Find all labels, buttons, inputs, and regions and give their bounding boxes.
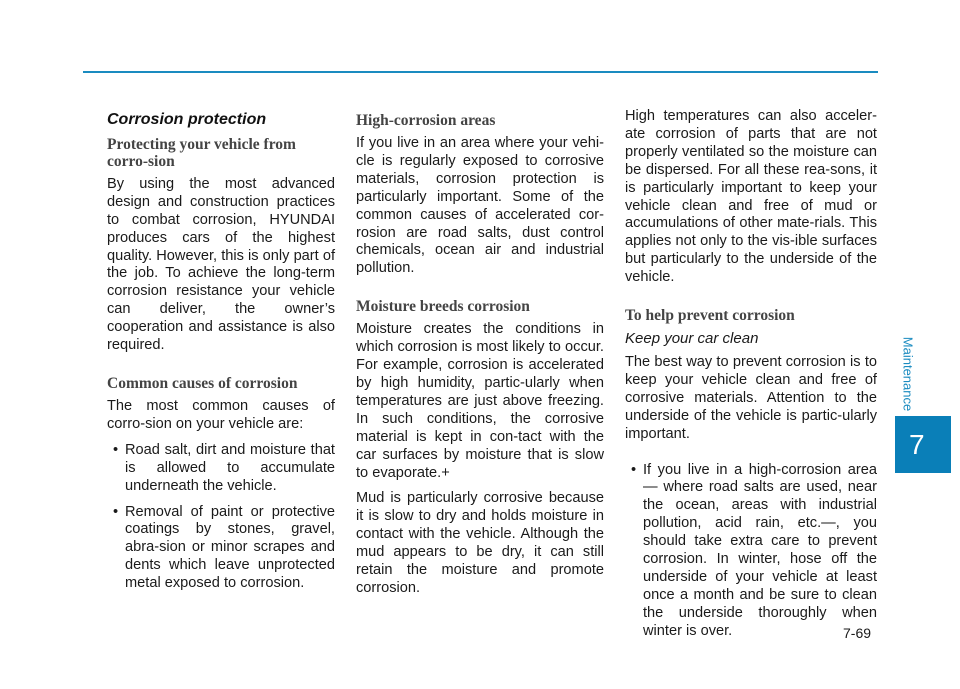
heading-help-prevent: To help prevent corrosion [625,307,795,325]
heading-moisture: Moisture breeds corrosion [356,298,530,316]
prevent-list [625,462,877,641]
list-item: • If you live in a high-corrosion area — where road salts are used, near the ocean, areas with industrial pollution, acid rain, etc.—, you should take extra care to prevent corrosion. In winter, hose off the underside of your vehicle at least once a month and be sure to clean the underside thoroughly when winter is over. [631,461,877,639]
causes-list [107,442,335,593]
paragraph-moisture-2: Mud is particularly corrosive because it is slow to dry and holds moisture in contact with the vehicle. Although the mud appears to be dry, it can still retain the moisture and promote corrosion. [356,490,604,596]
column-3 [625,108,877,649]
chapter-label [898,336,918,412]
list-item: • Removal of paint or protective coatings by stones, gravel, abra-sion or minor scrapes and dents which leave unprotected metal exposed to corrosion. [113,503,335,592]
subheading-keep-clean: Keep your car clean [625,330,759,348]
chapter-label-text: Maintenance [900,336,916,412]
chapter-tab: 7 [895,416,951,473]
list-item-text: Road salt, dirt and moisture that is allowed to accumulate underneath the vehicle. [125,441,335,494]
section-title: Corrosion protection [107,111,267,128]
page-number: 7-69 [843,625,872,641]
paragraph-keep-clean: The best way to prevent corrosion is to keep your vehicle clean and free of corrosive materials. Attention to the underside of the vehicle is partic-ularly important. [625,353,877,442]
column-1 [107,108,335,601]
paragraph-causes: The most common causes of corro-sion on your vehicle are: [107,397,335,432]
heading-protecting: Protecting your vehicle from corro-sion [107,135,296,170]
paragraph-high-corrosion: If you live in an area where your vehi-cle is regularly exposed to corrosive materials, corrosion protection is particularly important. Some of the common causes of accelerated cor-rosion are road salts, dust control chemicals, ocean air and industrial pollution. [356,135,604,277]
header-rule [83,71,878,73]
list-item-text: If you live in a high-corrosion area — where road salts are used, near the ocean, areas with industrial pollution, acid rain, etc.—, you should take extra care to prevent corrosion. In winter, hose off the underside of your vehicle at least once a month and be sure to clean the underside thoroughly when winter is over. [643,461,877,639]
paragraph-protecting: By using the most advanced design and construction practices to combat corrosion, HYUNDAI produces cars of the highest quality. However, this is only part of the job. To achieve the long-term corrosion resistance your vehicle can deliver, the owner’s cooperation and assistance is also required. [107,175,335,354]
heading-common-causes: Common causes of corrosion [107,374,298,392]
heading-high-corrosion: High-corrosion areas [356,112,496,129]
paragraph-temperatures: High temperatures can also acceler-ate corrosion of parts that are not properly ventilated so the moisture can be dispersed. For all these rea-sons, it is particularly important to keep your vehicle clean and free of mud or accumulations of other mate-rials. This applies not only to the vis-ible surfaces but particularly to the underside of the vehicle. [625,108,877,286]
column-2 [356,108,604,606]
list-item-text: Removal of paint or protective coatings by stones, gravel, abra-sion or minor scrapes and dents which leave unprotected metal exposed to corrosion. [125,503,335,592]
list-item: • Road salt, dirt and moisture that is allowed to accumulate underneath the vehicle. [113,441,335,494]
paragraph-moisture-1: Moisture creates the conditions in which corrosion is most likely to occur. For example, corrosion is accelerated by high humidity, partic-ularly when temperatures are just above freezing. In such conditions, the corrosive material is kept in con-tact with the car surfaces by moisture that is slow to evaporate.+ [356,321,604,481]
